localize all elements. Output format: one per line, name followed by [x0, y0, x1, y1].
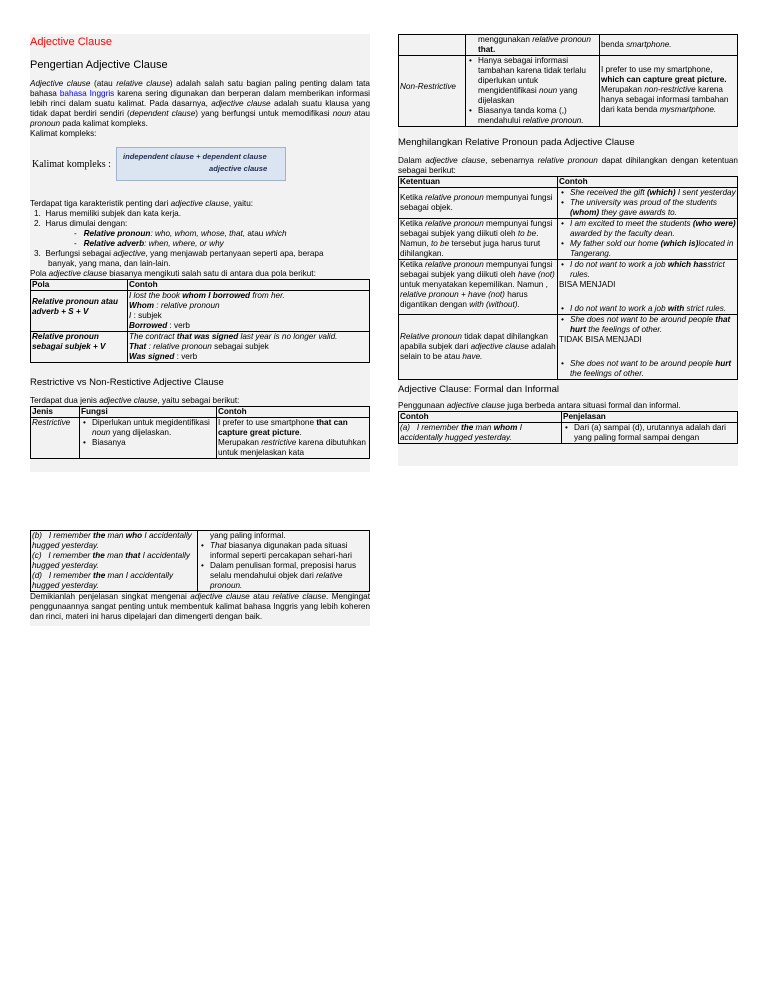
karakteristik-list [30, 209, 370, 269]
list-item: • That biasanya digunakan pada situasi informal seperti percakapan sehari-hari [210, 541, 368, 561]
karakteristik-lead: Terdapat tiga karakteristik penting dari adjective clause, yaitu: [30, 198, 254, 208]
list-item: • The university was proud of the students (whom) they gave awards to. [570, 198, 736, 218]
table-header: Jenis [31, 407, 80, 418]
table-header: Fungsi [80, 407, 217, 418]
restrictive-table [30, 406, 370, 459]
table-row: Relative pronoun atau adverb + S + V I lost the book whom I borrowed from her. Whom : relative pronoun I : subjek Borrowed : verb [31, 290, 370, 331]
table-row: Non-Restrictive • Hanya sebagai informasi tambahan karena tidak terlalu diperlukan untuk mengidentifikasi noun yang dijelaskan • Biasanya tanda koma (,) mendahului relative pronoun. I prefer to use my smartphone, which can capture great picture. Merupakan non-restrictive karena hanya sebagai informasi tambahan dari kata benda mysmartphone. [399, 56, 738, 127]
table-header: Contoh [128, 279, 370, 290]
table-row: menggunakan relative pronoun that. benda smartphone. [399, 35, 738, 56]
list-item: • She does not want to be around people that hurt the feelings of other. [570, 315, 736, 335]
table-header: Contoh [217, 407, 370, 418]
list-item: • She received the gift (which) I sent yesterday [570, 188, 736, 198]
formal-informal-table-continued [30, 530, 370, 592]
page-title: Adjective Clause [30, 36, 112, 48]
table-row: (a) I remember the man whom I accidentally hugged yesterday. • Dari (a) sampai (d), urutannya adalah dari yang paling formal sampai dengan [399, 423, 738, 444]
list-item: • I do not want to work a job which hasstrict rules. [570, 260, 736, 280]
list-item: 3. Berfungsi sebagai adjective, yang menjawab pertanyaan seperti apa, berapa [34, 248, 324, 258]
table-header: Pola [31, 279, 128, 290]
left-continuation [30, 530, 370, 626]
figure-box: independent clause + dependent clause adjective clause [116, 147, 286, 181]
table-row: Ketika relative pronoun mempunyai fungsi sebagai objek. • She received the gift (which) I sent yesterday • The university was proud of the students (whom) they gave awards to. [399, 187, 738, 218]
table-row: Ketika relative pronoun mempunyai fungsi sebagai subjek yang diikuti oleh to be. Namun, to be tersebut juga harus turut dihilangkan. • I am excited to meet the students (who were) awarded by the faculty dean. • My father sold our home (which is)located in Tangerang. [399, 218, 738, 259]
table-header: Ketentuan [399, 176, 558, 187]
menghilangkan-lead: Dalam adjective clause, sebenarnya relative pronoun dapat dihilangkan dengan ketentuan sebagai berikut: [398, 155, 738, 175]
list-item: • Biasanya tanda koma (,) mendahului relative pronoun. [478, 106, 598, 126]
list-item: • I do not want to work a job with strict rules. [570, 304, 736, 314]
table-row: Restrictive • Diperlukan untuk megidentifikasi noun yang dijelaskan. • Biasanya I prefer to use smartphone that can capture great picture. Merupakan restrictive karena dibutuhkan untuk menjelaskan kata [31, 418, 370, 459]
section-heading-pengertian: Pengertian Adjective Clause [30, 59, 168, 72]
closing-paragraph: Demikianlah penjelasan singkat mengenai adjective clause atau relative clause. Mengingat penggunaannya sangat penting untuk membentuk kalimat bahasa Inggris yang lebih koheren dan rinci, materi ini harus dipelajari dan dimengerti dengan baik. [30, 592, 370, 621]
list-item: banyak, yang mana, dan lain-lain. [48, 258, 171, 268]
right-column [398, 34, 738, 466]
figure-label: Kalimat kompleks : [32, 158, 111, 170]
section-heading-menghilangkan: Menghilangkan Relative Pronoun pada Adjective Clause [398, 137, 635, 148]
formal-lead: Penggunaan adjective clause juga berbeda antara situasi formal dan informal. [398, 401, 681, 411]
kalimat-kompleks-label: Kalimat kompleks: [30, 128, 97, 138]
list-item: - Relative adverb: when, where, or why [74, 238, 224, 248]
list-item: • She does not want to be around people hurt the feelings of other. [570, 359, 736, 379]
table-row: Relative pronoun tidak dapat dihilangkan apabila subjek dari adjective clause adalah selain to be atau have. • She does not want to be around people that hurt the feelings of other. TIDAK BISA MENJADI • She does not want to be around people hurt the feelings of other. [399, 314, 738, 379]
pola-table [30, 279, 370, 363]
restrictive-lead: Terdapat dua jenis adjective clause, yaitu sebagai berikut: [30, 396, 240, 406]
section-heading-restrictive: Restrictive vs Non-Restictive Adjective Clause [30, 376, 224, 388]
bahasa-inggris-link[interactable]: bahasa Inggris [59, 88, 115, 98]
list-item: 2. Harus dimulai dengan: [34, 218, 128, 228]
table-row: (b) I remember the man who I accidentally hugged yesterday. (c) I remember the man that I accidentally hugged yesterday. (d) I remember the man I accidentally hugged yesterday. yang paling informal. • That biasanya digunakan pada situasi informal seperti percakapan sehari-hari • Dalam penulisan formal, preposisi harus selalu mendahului objek dari relative pronoun. [31, 531, 370, 592]
section-heading-formal: Adjective Clause: Formal dan Informal [398, 383, 560, 395]
pola-lead: Pola adjective clause biasanya mengikuti salah satu di antara dua pola berikut: [30, 268, 316, 278]
list-item: - Relative pronoun: who, whom, whose, that, atau which [74, 228, 287, 238]
list-item: • My father sold our home (which is)located in Tangerang. [570, 239, 736, 259]
formal-informal-table [398, 411, 738, 444]
list-item: • Hanya sebagai informasi tambahan karena tidak terlalu diperlukan untuk mengidentifikasi noun yang dijelaskan [478, 56, 598, 106]
table-row: Relative pronoun sebagai subjek + V The contract that was signed last year is no longer valid. That : relative pronoun sebagai subjek Was signed : verb [31, 331, 370, 362]
intro-paragraph: Adjective clause (atau relative clause) adalah salah satu bagian paling penting dalam tata bahasa bahasa Inggris karena sering digunakan dan berperan dalam memberikan informasi lebih rinci dalam suatu kalimat. Pada dasarnya, adjective clause adalah suatu klausa yang tidak dapat berdiri sendiri (dependent clause) yang berfungsi untuk memodifikasi noun atau pronoun pada kalimat kompleks. [30, 78, 371, 128]
ketentuan-table [398, 176, 738, 380]
table-row: Ketika relative pronoun mempunyai fungsi sebagai subjek yang diikuti oleh have (not) untuk menyatakan kepemilikan. Namun , relative pronoun + have (not) harus digantikan dengan with (without). • I do not want to work a job which hasstrict rules. BISA MENJADI • I do not want to work a job with strict rules. [399, 259, 738, 314]
list-item: • Biasanya [92, 438, 215, 448]
table-header: Contoh [399, 412, 562, 423]
list-item: • Diperlukan untuk megidentifikasi noun yang dijelaskan. [92, 418, 215, 438]
list-item: 1. Harus memiliki subjek dan kata kerja. [34, 208, 181, 218]
table-header: Penjelasan [562, 412, 738, 423]
left-column [30, 34, 370, 472]
list-item: • Dalam penulisan formal, preposisi harus selalu mendahului objek dari relative pronoun. [210, 561, 368, 591]
restrictive-table-continued [398, 34, 738, 127]
list-item: • Dari (a) sampai (d), urutannya adalah dari yang paling formal sampai dengan [574, 423, 736, 443]
list-item: • I am excited to meet the students (who were) awarded by the faculty dean. [570, 219, 736, 239]
kalimat-kompleks-figure [30, 147, 370, 189]
table-header: Contoh [558, 176, 738, 187]
